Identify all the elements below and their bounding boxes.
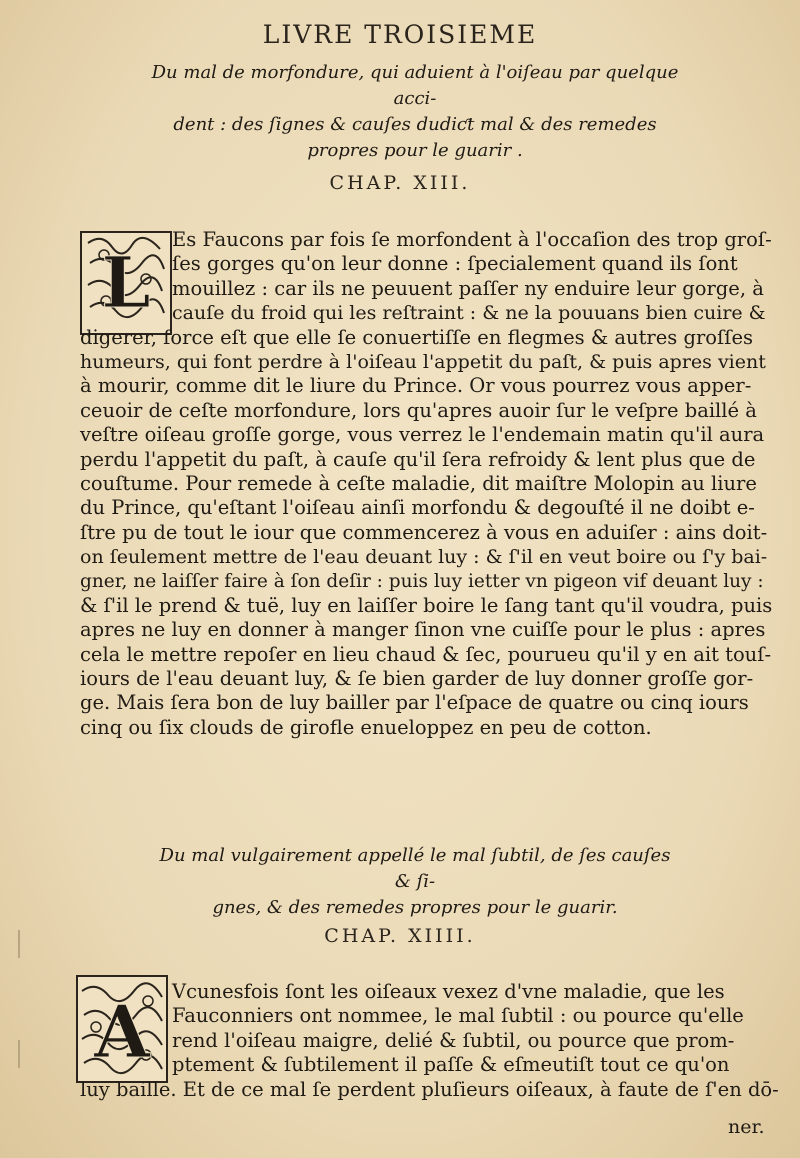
chapter-14-text [80,980,780,1102]
text-line: iours de l'eau deuant luy, & ſe bien garder de luy donner groſſe gor- [80,667,754,691]
text-line: cauſe du froid qui les reſtraint : & ne la pouuans bien cuire & [172,302,766,325]
chapter-heading: CHAP. XIII. [329,172,471,194]
text-line: couſtume. Pour remede à ceſte maladie, dit maiſtre Molopin au liure [80,471,757,495]
text-line: humeurs, qui font perdre à l'oiſeau l'appetit du paſt, & puis apres vient [80,350,766,373]
text-line: ge. Mais ſera bon de luy bailler par l'eſpace de quatre ou cinq iours [80,691,749,715]
text-line: ceuoir de ceſte morfondure, lors qu'apres auoir ſur le veſpre baillé à [80,398,757,422]
text-line: du Prince, qu'eſtant l'oiſeau ainſi morfondu & degouſté il ne doibt e- [80,496,755,520]
section-title-line: gnes, & des remedes propres pour le guarir. [212,897,618,918]
text-line: à mourir, comme dit le liure du Prince. Or vous pourrez vous apper- [80,374,752,398]
catchword: ner. [728,1116,765,1138]
text-line: luy baille. Et de ce mal ſe perdent pluſieurs oiſeaux, à faute de ſ'en dō- [80,1077,779,1101]
text-line: Fauconniers ont nommee, le mal ſubtil : ou pource qu'elle [172,1004,744,1028]
text-line: ſtre pu de tout le iour que commencerez à vous en aduiſer : ains doit- [80,520,768,544]
text-line: veſtre oiſeau groſſe gorge, vous verrez le l'endemain matin qu'il aura [80,423,765,447]
section-title [150,60,680,164]
section-title-line: dent : des ſignes & cauſes dudiƈt mal & des remedes [173,114,657,135]
chapter-heading: CHAP. XIIII. [324,925,476,947]
text-line: cinq ou ſix clouds de girofle enueloppez en peu de cotton. [80,715,652,739]
section-title-line: Du mal vulgairement appellé le mal ſubtil, de ſes cauſes & ſi- [159,845,671,892]
text-line: ptement & ſubtilement il paſſe & eſmeutiſt tout ce qu'on [172,1053,730,1077]
text-line: rend l'oiſeau maigre, delié & ſubtil, ou pource que prom- [172,1028,735,1052]
section-title-line: Du mal de morfondure, qui aduient à l'oiſeau par quelque acci- [151,62,679,109]
margin-mark [18,930,20,958]
svg-text:A: A [94,989,150,1074]
text-line: perdu l'appetit du paſt, à cauſe qu'il ſera refroidy & lent plus que de [80,447,756,471]
section-title-line: propres pour le guarir . [307,140,523,161]
chapter-13-text [80,228,780,740]
text-line: on ſeulement mettre de l'eau deuant luy : & ſ'il en veut boire ou ſ'y bai- [80,546,768,569]
svg-text:L: L [101,241,151,324]
text-line: cela le mettre repoſer en lieu chaud & ſec, pourueu qu'il y en ait touſ- [80,642,772,666]
text-line: digerer, force eſt que elle ſe conuertiſſe en flegmes & autres groſſes [80,325,754,349]
running-head: LIVRE TROISIEME [262,20,538,49]
text-line: Es Faucons par fois ſe morfondent à l'occaſion des trop groſ- [172,228,772,251]
text-line: ſes gorges qu'on leur donne : ſpecialement quand ils ſont [172,252,738,276]
margin-mark [18,1040,20,1068]
text-line: Vcunesfois ſont les oiſeaux vexez d'vne maladie, que les [172,980,725,1003]
text-line: & ſ'il le prend & tuë, luy en laiſſer boire le ſang tant qu'il voudra, puis [80,593,773,617]
section-title [150,843,680,921]
text-line: gner, ne laiſſer faire à ſon deſir : puis luy ietter vn pigeon vif deuant luy : [80,571,764,593]
text-line: mouillez : car ils ne peuuent paſſer ny enduire leur gorge, à [172,276,764,300]
text-line: apres ne luy en donner à manger ſinon vne cuiſſe pour le plus : apres [80,618,766,642]
